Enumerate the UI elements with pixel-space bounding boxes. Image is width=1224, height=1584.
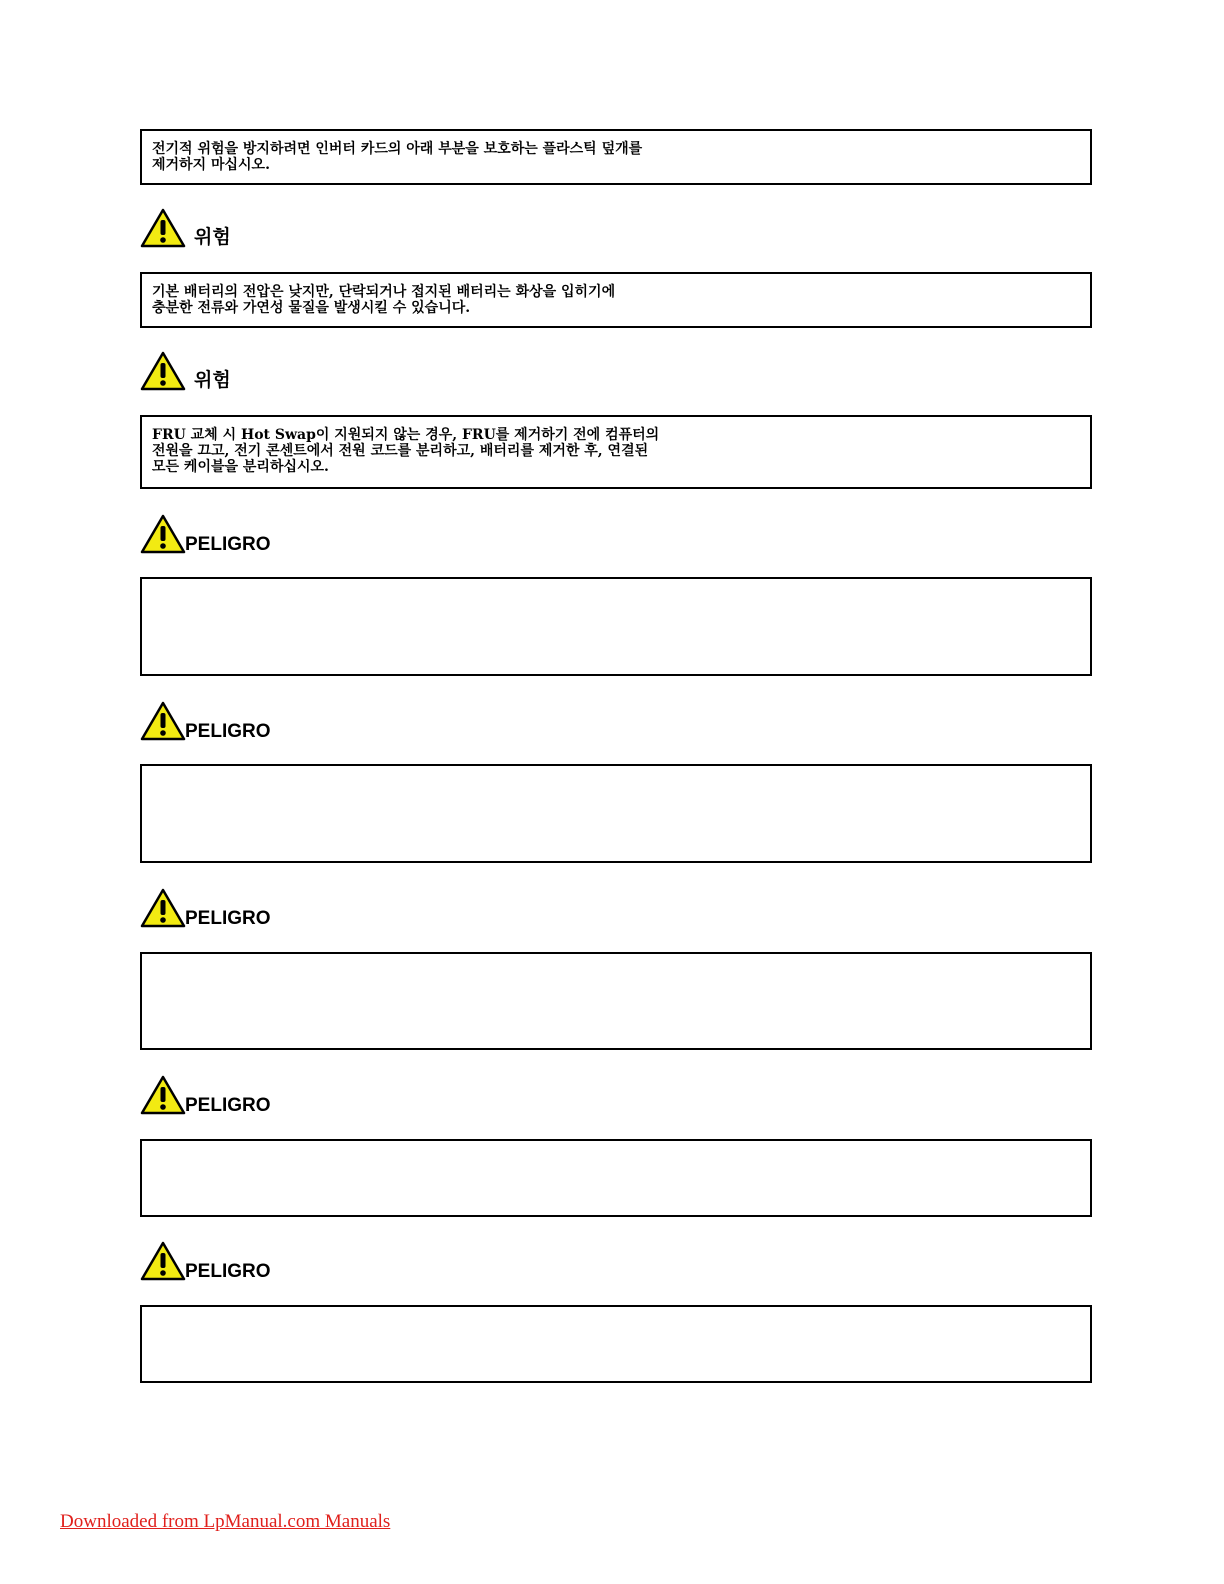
peligro-heading xyxy=(140,888,271,928)
notice-text: FRU 교체 시 Hot Swap이 지원되지 않는 경우, FRU를 제거하기 전에 컴퓨터의 전원을 끄고, 전기 콘센트에서 전원 코드를 분리하고, 배터리를 제거한 후, 연결된 모든 케이블을 분리하십시오. xyxy=(152,427,660,475)
notice-box xyxy=(140,1305,1092,1383)
danger-heading-label: 위험 xyxy=(194,369,231,391)
peligro-heading-label: PELIGRO xyxy=(185,1095,271,1116)
danger-heading xyxy=(140,351,231,391)
notice-box xyxy=(140,272,1092,328)
peligro-heading-label: PELIGRO xyxy=(185,908,271,929)
notice-text: 전기적 위험을 방지하려면 인버터 카드의 아래 부분을 보호하는 플라스틱 덮개를 제거하지 마십시오. xyxy=(152,141,643,173)
peligro-heading-label: PELIGRO xyxy=(185,721,271,742)
notice-box xyxy=(140,1139,1092,1217)
warning-triangle-icon xyxy=(140,208,186,248)
warning-triangle-icon xyxy=(140,1075,186,1115)
warning-triangle-icon xyxy=(140,351,186,391)
danger-heading xyxy=(140,208,231,248)
peligro-heading xyxy=(140,1241,271,1281)
warning-triangle-icon xyxy=(140,514,186,554)
notice-box xyxy=(140,129,1092,185)
notice-box xyxy=(140,577,1092,676)
peligro-heading-label: PELIGRO xyxy=(185,534,271,555)
warning-triangle-icon xyxy=(140,701,186,741)
warning-triangle-icon xyxy=(140,1241,186,1281)
warning-triangle-icon xyxy=(140,888,186,928)
peligro-heading xyxy=(140,514,271,554)
peligro-heading xyxy=(140,701,271,741)
peligro-heading xyxy=(140,1075,271,1115)
download-source-link[interactable]: Downloaded from LpManual.com Manuals xyxy=(60,1511,391,1532)
notice-text: 기본 배터리의 전압은 낮지만, 단락되거나 접지된 배터리는 화상을 입히기에 충분한 전류와 가연성 물질을 발생시킬 수 있습니다. xyxy=(152,284,616,316)
peligro-heading-label: PELIGRO xyxy=(185,1261,271,1282)
notice-box xyxy=(140,952,1092,1050)
notice-box xyxy=(140,415,1092,489)
danger-heading-label: 위험 xyxy=(194,226,231,248)
notice-box xyxy=(140,764,1092,863)
